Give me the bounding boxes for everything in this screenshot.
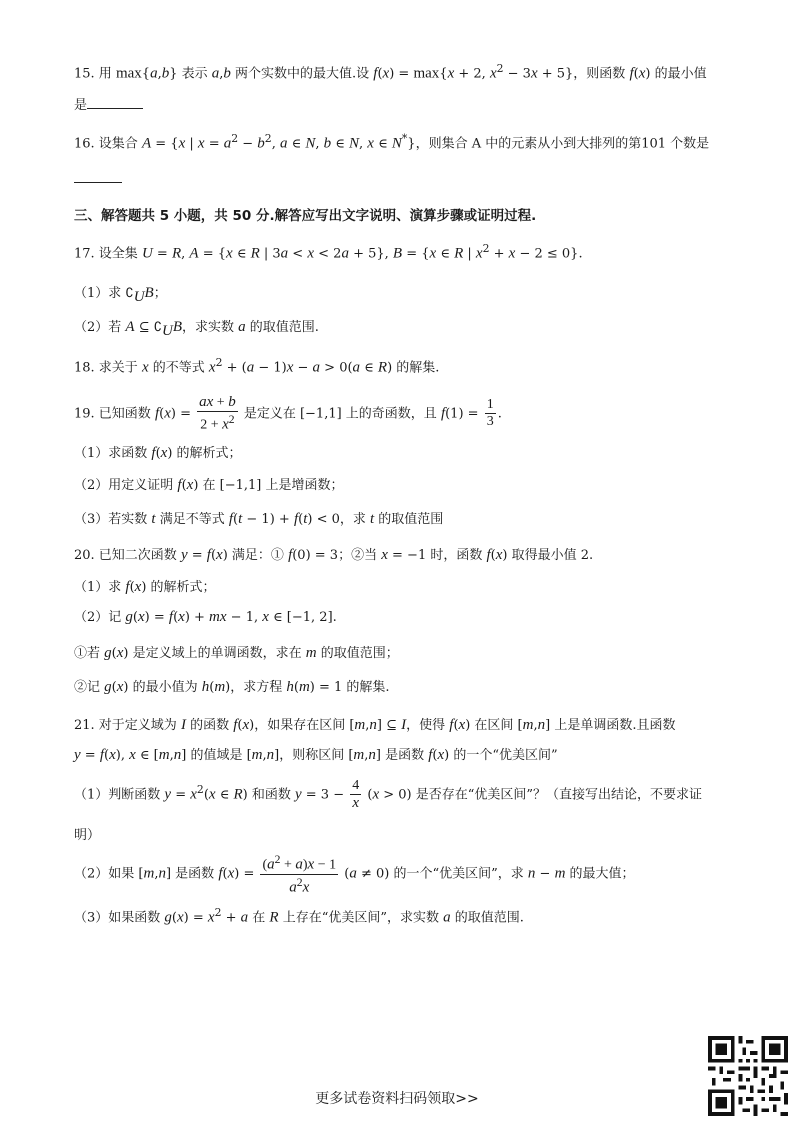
q17-part2: （2）若 A ⊆ $∁_UB$，求实数 a 的取值范围. xyxy=(74,319,319,339)
section-heading: 三、解答题共 5 小题，共 50 分.解答应写出文字说明、演算步骤或证明过程. xyxy=(74,208,537,224)
q19-part2: （2）用定义证明 f(x) 在 [−1,1] 上是增函数； xyxy=(74,477,344,493)
q15-line2: 是 xyxy=(74,94,143,113)
q20-part2: （2）记 g(x) = f(x) + mx − 1, x ∈ [−1, 2]. xyxy=(74,609,337,625)
q21-part1b: 明） xyxy=(74,828,101,843)
q17-stem: 17. 设全集 U = R, A = {x ∈ R | 3a < x < 2a + 5}, B = {x ∈ R | $x^2 + x - 2 \le 0$}. xyxy=(74,242,583,262)
q20-part1: （1）求 f(x) 的解析式； xyxy=(74,579,216,595)
q21-stem1: 21. 对于定义域为 I 的函数 f(x)，如果存在区间 [m,n] ⊆ I，使得 f(x) 在区间 [m,n] 上是单调函数.且函数 xyxy=(74,717,676,733)
q18-stem: 18. 求关于 x 的不等式 $x^2 + (a - 1)x - a > 0(a$ ∈ R) 的解集. xyxy=(74,356,440,376)
q17-part1: （1）求 $∁_UB$； xyxy=(74,285,167,305)
fraction: $\frac{1}{3}$ xyxy=(486,397,494,430)
q21-part1a: （1）判断函数 $y = x^2(x$ ∈ R) 和函数 y = 3 − $\frac{4}{x}$ (x > 0) 是否存在“优美区间”？（直接写出结论，不要求证 xyxy=(74,778,703,811)
q21-part3: （3）如果函数 $g(x) = x^2 + a$ 在 R 上存在“优美区间”，求实数 a 的取值范围. xyxy=(74,906,524,926)
fraction: $\frac{4}{x}$ xyxy=(352,778,360,811)
footer-link[interactable]: 更多试卷资料扫码领取>> xyxy=(315,1091,479,1107)
fraction: $\frac{ax + b}{2 + x^2}$ xyxy=(199,394,236,433)
q15-line1: 15. 用 max{a,b} 表示 a,b 两个实数中的最大值.设 f(x) = max{x + 2, $x^2 - 3x + 5$}，则函数 f(x) 的最小值 xyxy=(74,62,707,82)
q21-part2: （2）如果 [m,n] 是函数 f(x) = $\frac{(a^2 + a)x - 1}{a^2x}$ (a ≠ 0) 的一个“优美区间”，求 n − m 的最大值； xyxy=(74,853,635,896)
q21-stem2: y = f(x), x ∈ [m,n] 的值域是 [m,n]，则称区间 [m,n] 是函数 f(x) 的一个“优美区间” xyxy=(74,747,558,763)
q20-stem: 20. 已知二次函数 y = f(x) 满足：① f(0) = 3；②当 x = −1 时，函数 f(x) 取得最小值 2. xyxy=(74,547,594,563)
q16-line1: 16. 设集合 A = {x | $x = a^2 - b^2$, a ∈ N, b ∈ N, x ∈ N*}，则集合 A 中的元素从小到大排列的第101 个数是 xyxy=(74,132,710,152)
answer-blank xyxy=(87,94,143,109)
q20-sub1: ①若 g(x) 是定义域上的单调函数，求在 m 的取值范围； xyxy=(74,645,399,661)
answer-blank xyxy=(74,168,122,183)
q16-line2 xyxy=(74,168,122,187)
q20-sub2: ②记 g(x) 的最小值为 h(m)，求方程 h(m) = 1 的解集. xyxy=(74,679,390,695)
q19-part1: （1）求函数 f(x) 的解析式； xyxy=(74,445,242,461)
q19-part3: （3）若实数 t 满足不等式 f(t − 1) + f(t) < 0，求 t 的取值范围 xyxy=(74,511,444,527)
fraction: $\frac{(a^2 + a)x - 1}{a^2x}$ xyxy=(262,853,337,896)
q19-stem: 19. 已知函数 f(x) = $\frac{ax + b}{2 + x^2}$ 是定义在 [−1,1] 上的奇函数，且 f(1) = $\frac{1}{3}$ . xyxy=(74,394,502,433)
